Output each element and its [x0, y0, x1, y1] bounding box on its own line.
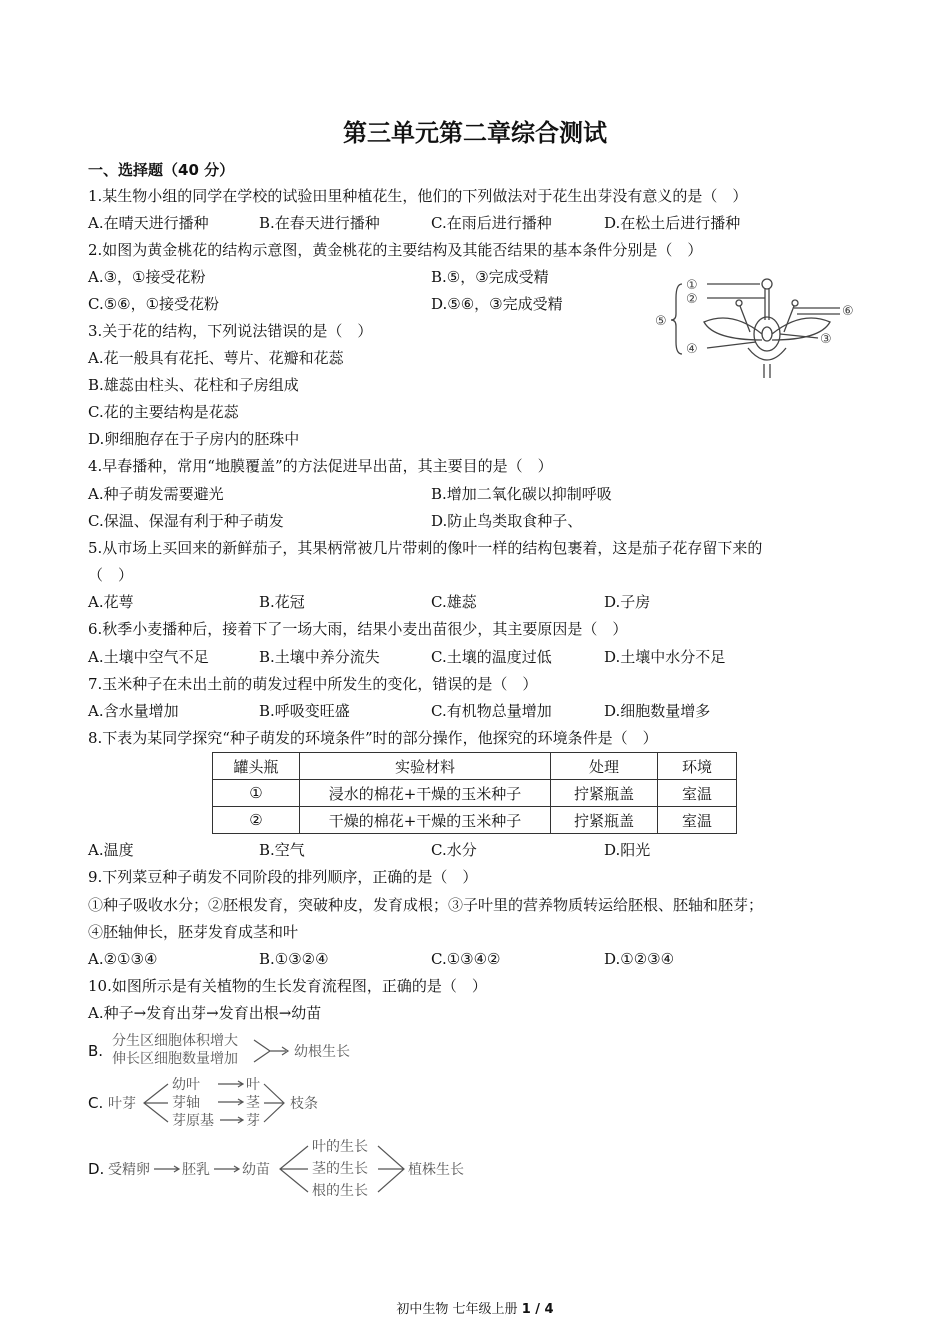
- q7-option-c: C.有机物总量增加: [431, 702, 552, 720]
- question-10-stem: 10.如图所示是有关植物的生长发育流程图，正确的是（ ）: [88, 977, 487, 995]
- q10-option-d-label: D.: [88, 1160, 105, 1178]
- table-cell: 室温: [658, 807, 737, 834]
- peach-flower-diagram: [652, 268, 866, 380]
- q10-option-a: A.种子→发育出芽→发育出根→幼苗: [88, 1004, 322, 1022]
- section-heading: 一、选择题（40 分）: [88, 161, 235, 179]
- q7-option-a: A.含水量增加: [88, 702, 179, 720]
- flow-node: 幼苗: [242, 1162, 270, 1178]
- q5-option-b: B.花冠: [259, 593, 305, 611]
- table-cell: 拧紧瓶盖: [551, 780, 658, 807]
- q9-option-d: D.①②③④: [604, 950, 675, 968]
- question-6-stem: 6.秋季小麦播种后，接着下了一场大雨，结果小麦出苗很少，其主要原因是（ ）: [88, 620, 628, 638]
- flow-node: 芽原基: [172, 1113, 214, 1129]
- flow-arrow: [254, 1040, 286, 1062]
- q8-option-a: A.温度: [88, 841, 134, 859]
- flow-node: 根的生长: [312, 1183, 368, 1199]
- q9-option-c: C.①③④②: [431, 950, 501, 968]
- q4-option-b: B.增加二氧化碳以抑制呼吸: [431, 485, 612, 503]
- table-row: [213, 807, 737, 834]
- experiment-table: [212, 752, 737, 834]
- q1-option-c: C.在雨后进行播种: [431, 214, 552, 232]
- flow-node: 分生区细胞体积增大: [112, 1033, 238, 1049]
- table-cell: 拧紧瓶盖: [551, 807, 658, 834]
- q3-option-c: C.花的主要结构是花蕊: [88, 403, 239, 421]
- question-3-stem: 3.关于花的结构，下列说法错误的是（ ）: [88, 322, 373, 340]
- flow-branch: [144, 1084, 168, 1122]
- q10-option-d-flowchart: [86, 1136, 476, 1200]
- flow-node: 叶芽: [108, 1096, 136, 1112]
- q10-option-c-flowchart: [86, 1074, 346, 1130]
- table-header-cell: 环境: [658, 753, 737, 780]
- table-cell: ②: [213, 807, 300, 834]
- flow-node: 幼根生长: [294, 1044, 350, 1060]
- flow-node: 植株生长: [408, 1162, 464, 1178]
- flow-merge: [378, 1146, 404, 1192]
- page-number: 1 / 4: [521, 1302, 554, 1317]
- table-cell: 浸水的棉花+干燥的玉米种子: [300, 780, 551, 807]
- q8-option-b: B.空气: [259, 841, 305, 859]
- q10-option-b-flowchart: [86, 1030, 386, 1072]
- q4-option-d: D.防止鸟类取食种子、: [431, 512, 583, 530]
- table-header-cell: 罐头瓶: [213, 753, 300, 780]
- flow-node: 受精卵: [108, 1162, 150, 1178]
- flow-node: 叶: [246, 1077, 260, 1093]
- q4-option-c: C.保温、保湿有利于种子萌发: [88, 512, 284, 530]
- flow-node: 叶的生长: [312, 1139, 368, 1155]
- q3-option-d: D.卵细胞存在于子房内的胚珠中: [88, 430, 300, 448]
- q2-option-b: B.⑤，③完成受精: [431, 268, 549, 286]
- q6-option-b: B.土壤中养分流失: [259, 648, 380, 666]
- question-8-stem: 8.下表为某同学探究“种子萌发的环境条件”时的部分操作，他探究的环境条件是（ ）: [88, 729, 658, 747]
- flow-node: 茎: [246, 1095, 260, 1111]
- table-header-row: [213, 753, 737, 780]
- q2-option-d: D.⑤⑥，③完成受精: [431, 295, 563, 313]
- flow-arrow: [154, 1166, 179, 1172]
- q1-option-b: B.在春天进行播种: [259, 214, 380, 232]
- q1-option-a: A.在晴天进行播种: [88, 214, 209, 232]
- flow-merge: [264, 1084, 284, 1122]
- q1-option-d: D.在松土后进行播种: [604, 214, 741, 232]
- q7-option-d: D.细胞数量增多: [604, 702, 711, 720]
- diagram-label-3: ③: [820, 332, 832, 347]
- diagram-label-5: ⑤: [655, 314, 667, 329]
- q9-option-b: B.①③②④: [259, 950, 329, 968]
- q10-option-b-label: B.: [88, 1042, 104, 1060]
- q5-option-d: D.子房: [604, 593, 651, 611]
- table-header-cell: 实验材料: [300, 753, 551, 780]
- q2-option-a: A.③，①接受花粉: [88, 268, 206, 286]
- question-9-statements-1: ①种子吸收水分；②胚根发育，突破种皮，发育成根；③子叶里的营养物质转运给胚根、胚轴和胚芽；: [88, 896, 764, 914]
- q3-option-a: A.花一般具有花托、萼片、花瓣和花蕊: [88, 349, 344, 367]
- table-cell: 干燥的棉花+干燥的玉米种子: [300, 807, 551, 834]
- diagram-label-6: ⑥: [842, 304, 854, 319]
- flow-arrow: [218, 1081, 243, 1123]
- flow-node: 伸长区细胞数量增加: [112, 1051, 238, 1067]
- q8-option-c: C.水分: [431, 841, 477, 859]
- diagram-label-4: ④: [686, 342, 698, 357]
- diagram-label-2: ②: [686, 292, 698, 307]
- flow-arrow: [214, 1166, 239, 1172]
- question-2-stem: 2.如图为黄金桃花的结构示意图，黄金桃花的主要结构及其能否结果的基本条件分别是（ ）: [88, 241, 703, 259]
- table-cell: 室温: [658, 780, 737, 807]
- footer-text: 初中生物 七年级上册: [396, 1302, 522, 1317]
- table-header-cell: 处理: [551, 753, 658, 780]
- flow-node: 胚乳: [182, 1162, 210, 1178]
- q2-option-c: C.⑤⑥，①接受花粉: [88, 295, 220, 313]
- page-footer: [0, 1298, 950, 1317]
- q5-option-a: A.花萼: [88, 593, 134, 611]
- q4-option-a: A.种子萌发需要避光: [88, 485, 224, 503]
- question-1-stem: 1.某生物小组的同学在学校的试验田里种植花生，他们的下列做法对于花生出芽没有意义的是（ ）: [88, 187, 748, 205]
- q6-option-a: A.土壤中空气不足: [88, 648, 209, 666]
- q6-option-d: D.土壤中水分不足: [604, 648, 726, 666]
- q6-option-c: C.土壤的温度过低: [431, 648, 552, 666]
- table-cell: ①: [213, 780, 300, 807]
- q9-option-a: A.②①③④: [88, 950, 158, 968]
- flow-branch: [280, 1146, 308, 1192]
- flow-node: 枝条: [290, 1096, 318, 1112]
- question-9-statements-2: ④胚轴伸长，胚芽发育成茎和叶: [88, 923, 299, 941]
- q5-option-c: C.雄蕊: [431, 593, 477, 611]
- question-7-stem: 7.玉米种子在未出土前的萌发过程中所发生的变化，错误的是（ ）: [88, 675, 538, 693]
- flow-node: 幼叶: [172, 1077, 200, 1093]
- q7-option-b: B.呼吸变旺盛: [259, 702, 350, 720]
- diagram-label-1: ①: [686, 278, 698, 293]
- flow-node: 芽: [246, 1113, 260, 1129]
- flow-node: 茎的生长: [312, 1161, 368, 1177]
- q8-option-d: D.阳光: [604, 841, 651, 859]
- page-title: 第三单元第二章综合测试: [343, 119, 607, 147]
- flow-node: 芽轴: [172, 1095, 200, 1111]
- table-row: [213, 780, 737, 807]
- q3-option-b: B.雄蕊由柱头、花柱和子房组成: [88, 376, 299, 394]
- q10-option-c-label: C.: [88, 1094, 104, 1112]
- question-9-stem: 9.下列菜豆种子萌发不同阶段的排列顺序，正确的是（ ）: [88, 868, 478, 886]
- question-4-stem: 4.早春播种，常用“地膜覆盖”的方法促进早出苗，其主要目的是（ ）: [88, 457, 553, 475]
- question-5-stem-cont: （ ）: [88, 566, 134, 584]
- question-5-stem: 5.从市场上买回来的新鲜茄子，其果柄常被几片带刺的像叶一样的结构包裹着，这是茄子花存留下来的: [88, 539, 763, 557]
